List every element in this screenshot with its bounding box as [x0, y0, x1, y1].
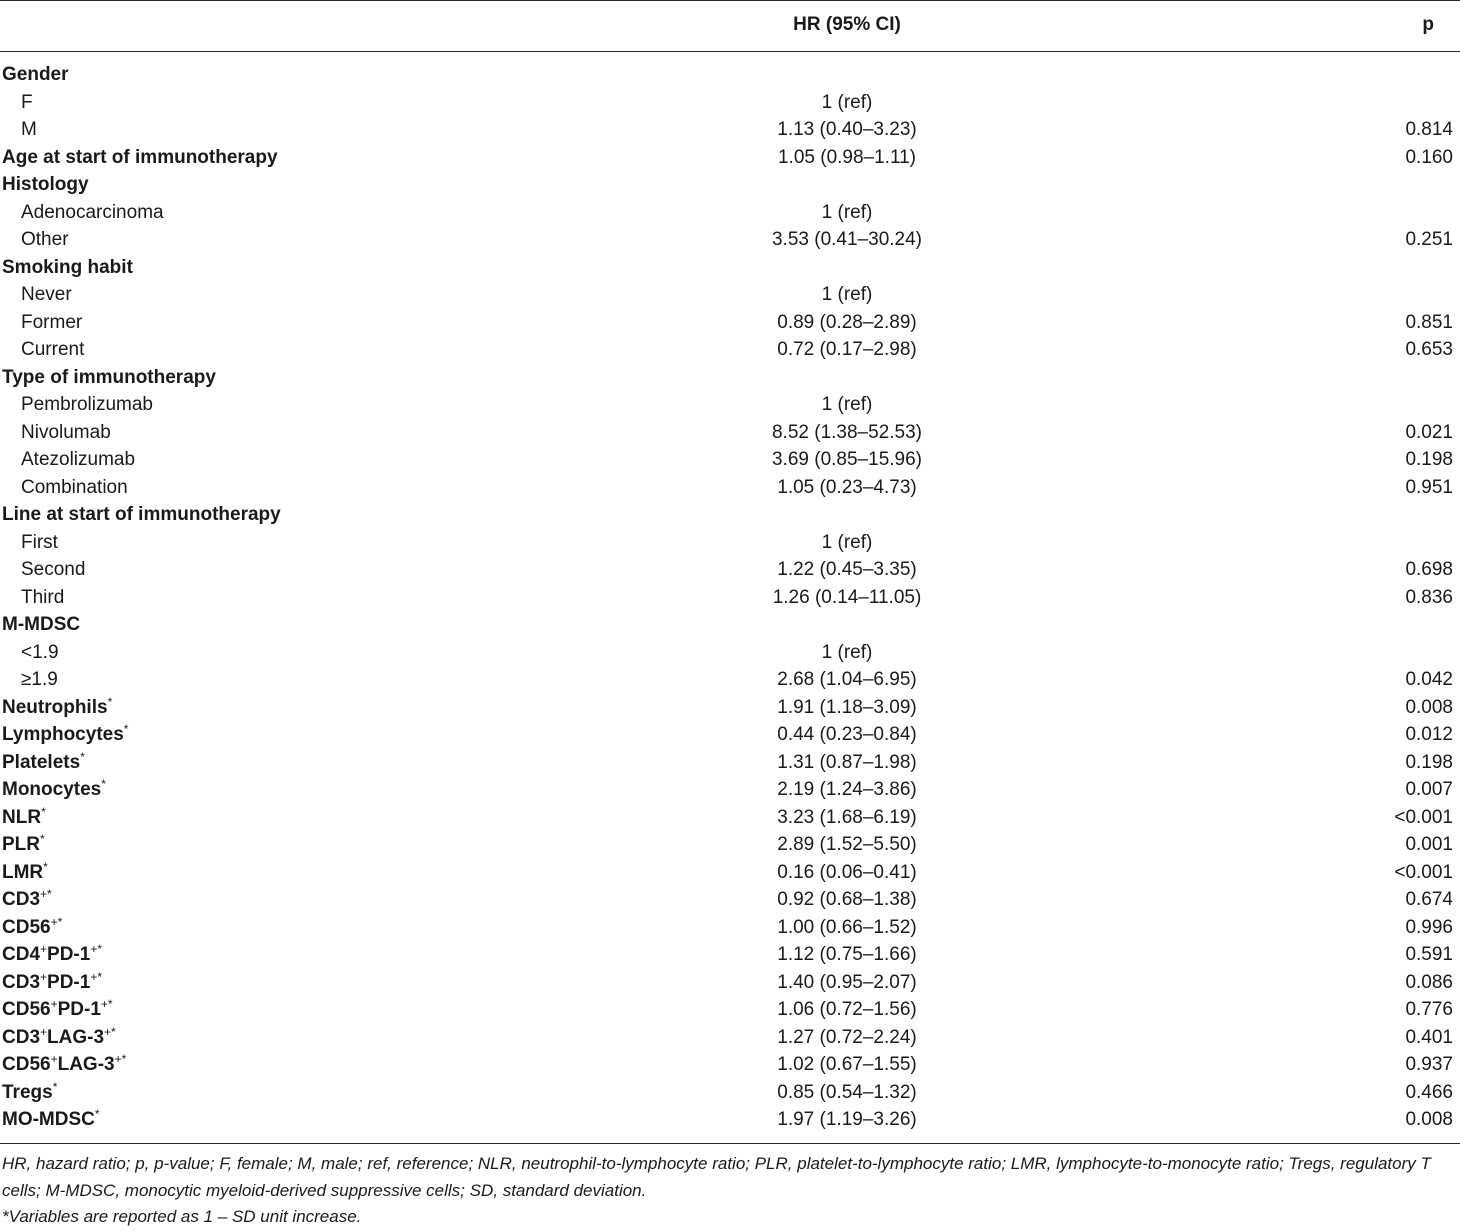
table-row	[0, 337, 1460, 365]
hr-value: 1.31 (0.87–1.98)	[777, 751, 917, 773]
row-label: Tregs*	[2, 1079, 58, 1103]
table-row	[0, 392, 1460, 420]
hr-value: 0.85 (0.54–1.32)	[777, 1081, 917, 1103]
hr-value: 3.53 (0.41–30.24)	[771, 229, 923, 250]
table-row	[0, 255, 1460, 283]
table-row	[0, 612, 1460, 640]
hr-value: 2.89 (1.52–5.50)	[777, 834, 917, 855]
p-value: 0.466	[1405, 1081, 1453, 1103]
p-value: 0.851	[1405, 311, 1453, 333]
p-value: 0.653	[1405, 339, 1453, 360]
p-value: <0.001	[1394, 806, 1453, 828]
hr-value: 1.06 (0.72–1.56)	[777, 999, 917, 1020]
hr-value: 1.22 (0.45–3.35)	[777, 559, 917, 580]
row-label: <1.9	[21, 641, 59, 663]
table-row	[0, 530, 1460, 558]
p-value: 0.198	[1405, 751, 1453, 773]
table-row	[0, 997, 1460, 1025]
table-row	[0, 805, 1460, 833]
footnote-abbreviations: HR, hazard ratio; p, p-value; F, female; M, male; ref, reference; NLR, neutrophil-to-lymphocyte ratio; PLR, platelet-to-lymphocyte ratio; LMR, lymphocyte-to-monocyte ratio; Tregs, regulatory T cells; M-MDSC, monocytic myeloid-derived suppressive cells; SD, standard deviation.	[2, 1154, 1431, 1200]
table-row	[0, 640, 1460, 668]
p-value: 0.591	[1405, 944, 1453, 965]
row-label: Lymphocytes*	[2, 722, 129, 745]
row-label: Adenocarcinoma	[21, 201, 164, 223]
p-value: 0.401	[1405, 1026, 1453, 1048]
p-value: 0.001	[1405, 834, 1453, 855]
p-value: 0.007	[1405, 779, 1453, 800]
table-row	[0, 365, 1460, 393]
table-row	[0, 420, 1460, 448]
p-value: 0.776	[1405, 999, 1453, 1020]
row-label: CD3+LAG-3+*	[2, 1024, 116, 1048]
table-footnote	[2, 1151, 1458, 1231]
hr-value: 1.91 (1.18–3.09)	[777, 696, 917, 718]
hr-value: 1 (ref)	[821, 394, 873, 415]
table-row	[0, 970, 1460, 998]
row-label: Smoking habit	[2, 256, 133, 278]
hr-value: 1.97 (1.19–3.26)	[777, 1109, 917, 1130]
table-row	[0, 282, 1460, 310]
header-rule	[0, 51, 1460, 52]
table-row	[0, 90, 1460, 118]
p-value: 0.042	[1405, 669, 1453, 690]
table-row	[0, 915, 1460, 943]
row-label: Line at start of immunotherapy	[2, 504, 281, 525]
table-row	[0, 585, 1460, 613]
row-label: First	[21, 531, 58, 553]
row-label: MO-MDSC*	[2, 1107, 100, 1130]
footnote-note: *Variables are reported as 1 – SD unit increase.	[2, 1207, 362, 1226]
table-row	[0, 667, 1460, 695]
table-row	[0, 62, 1460, 90]
row-label: Nivolumab	[21, 421, 111, 443]
table-row	[0, 200, 1460, 228]
row-label: CD3+PD-1+*	[2, 969, 103, 993]
p-value: 0.836	[1405, 586, 1453, 608]
hr-value: 0.89 (0.28–2.89)	[777, 311, 917, 333]
hr-value: 0.16 (0.06–0.41)	[777, 861, 917, 883]
table-row	[0, 722, 1460, 750]
bottom-rule	[0, 1143, 1460, 1144]
hr-value: 1 (ref)	[821, 201, 873, 223]
row-label: Monocytes*	[2, 777, 106, 800]
row-label: Never	[21, 284, 72, 305]
hr-value: 1.13 (0.40–3.23)	[777, 119, 917, 140]
row-label: Age at start of immunotherapy	[2, 146, 278, 168]
p-value: 0.251	[1405, 229, 1453, 250]
table-row	[0, 750, 1460, 778]
p-value: 0.698	[1405, 559, 1453, 580]
hr-value: 1 (ref)	[821, 91, 873, 113]
p-value: <0.001	[1394, 861, 1453, 883]
table-row	[0, 1052, 1460, 1080]
row-label: ≥1.9	[21, 669, 58, 690]
row-label: Gender	[2, 64, 69, 85]
row-label: Current	[21, 339, 85, 360]
row-label: F	[21, 91, 33, 113]
hr-value: 3.23 (1.68–6.19)	[777, 806, 917, 828]
row-label: CD56+*	[2, 914, 63, 938]
row-label: Combination	[21, 476, 128, 498]
p-value: 0.160	[1405, 146, 1453, 168]
row-label: NLR*	[2, 804, 46, 828]
row-label: Histology	[2, 174, 89, 195]
table-row	[0, 777, 1460, 805]
header-hr-column: HR (95% CI)	[793, 14, 901, 35]
table-row	[0, 172, 1460, 200]
table-row	[0, 832, 1460, 860]
table-row	[0, 117, 1460, 145]
hr-value: 0.92 (0.68–1.38)	[777, 889, 917, 910]
row-label: Third	[21, 586, 65, 608]
row-label: CD3+*	[2, 887, 52, 910]
table-row	[0, 310, 1460, 338]
table-row	[0, 860, 1460, 888]
row-label: LMR*	[2, 859, 48, 883]
hr-value: 3.69 (0.85–15.96)	[771, 449, 923, 470]
hr-value: 1 (ref)	[821, 284, 873, 305]
hr-value: 1.40 (0.95–2.07)	[777, 971, 917, 993]
hr-value: 1.02 (0.67–1.55)	[777, 1054, 917, 1075]
hr-value: 2.68 (1.04–6.95)	[777, 669, 917, 690]
row-label: CD4+PD-1+*	[2, 942, 103, 965]
hr-value: 1 (ref)	[821, 641, 873, 663]
row-label: Former	[21, 311, 83, 333]
hr-value: 1.00 (0.66–1.52)	[777, 916, 917, 938]
table-row	[0, 447, 1460, 475]
hr-value: 1.05 (0.98–1.11)	[777, 146, 917, 168]
hr-value: 0.44 (0.23–0.84)	[777, 724, 917, 745]
row-label: Atezolizumab	[21, 449, 136, 470]
table-row	[0, 1025, 1460, 1053]
p-value: 0.008	[1405, 1109, 1453, 1130]
table-row	[0, 502, 1460, 530]
hr-value: 1.12 (0.75–1.66)	[777, 944, 917, 965]
p-value: 0.937	[1405, 1054, 1453, 1075]
p-value: 0.674	[1405, 889, 1453, 910]
table-row	[0, 695, 1460, 723]
row-label: Neutrophils*	[2, 694, 113, 718]
table-header	[0, 0, 1460, 52]
p-value: 0.814	[1405, 119, 1453, 140]
table-row	[0, 1080, 1460, 1108]
header-p-column: p	[1422, 14, 1434, 35]
table-row	[0, 1107, 1460, 1135]
row-label: PLR*	[2, 832, 45, 855]
p-value: 0.198	[1405, 449, 1453, 470]
table-row	[0, 557, 1460, 585]
table-row	[0, 887, 1460, 915]
p-value: 0.008	[1405, 696, 1453, 718]
table-row	[0, 942, 1460, 970]
row-label: Pembrolizumab	[21, 394, 153, 415]
hr-value: 1.27 (0.72–2.24)	[777, 1026, 917, 1048]
p-value: 0.996	[1405, 916, 1453, 938]
hr-value: 8.52 (1.38–52.53)	[771, 421, 923, 443]
row-label: Type of immunotherapy	[2, 366, 216, 388]
row-label: Platelets*	[2, 749, 85, 773]
table-row	[0, 227, 1460, 255]
row-label: CD56+LAG-3+*	[2, 1052, 127, 1075]
hr-value: 2.19 (1.24–3.86)	[777, 779, 917, 800]
p-value: 0.086	[1405, 971, 1453, 993]
row-label: Second	[21, 559, 86, 580]
hr-value: 1 (ref)	[821, 531, 873, 553]
table-body	[0, 62, 1460, 1135]
table-row	[0, 145, 1460, 173]
hr-value: 1.05 (0.23–4.73)	[777, 476, 917, 498]
hr-value: 0.72 (0.17–2.98)	[777, 339, 917, 360]
p-value: 0.012	[1405, 724, 1453, 745]
hr-value: 1.26 (0.14–11.05)	[772, 586, 922, 608]
p-value: 0.021	[1405, 421, 1453, 443]
row-label: M	[21, 119, 37, 140]
table-row	[0, 475, 1460, 503]
p-value: 0.951	[1405, 476, 1453, 498]
row-label: M-MDSC	[2, 614, 81, 635]
row-label: Other	[21, 229, 69, 250]
row-label: CD56+PD-1+*	[2, 997, 113, 1020]
